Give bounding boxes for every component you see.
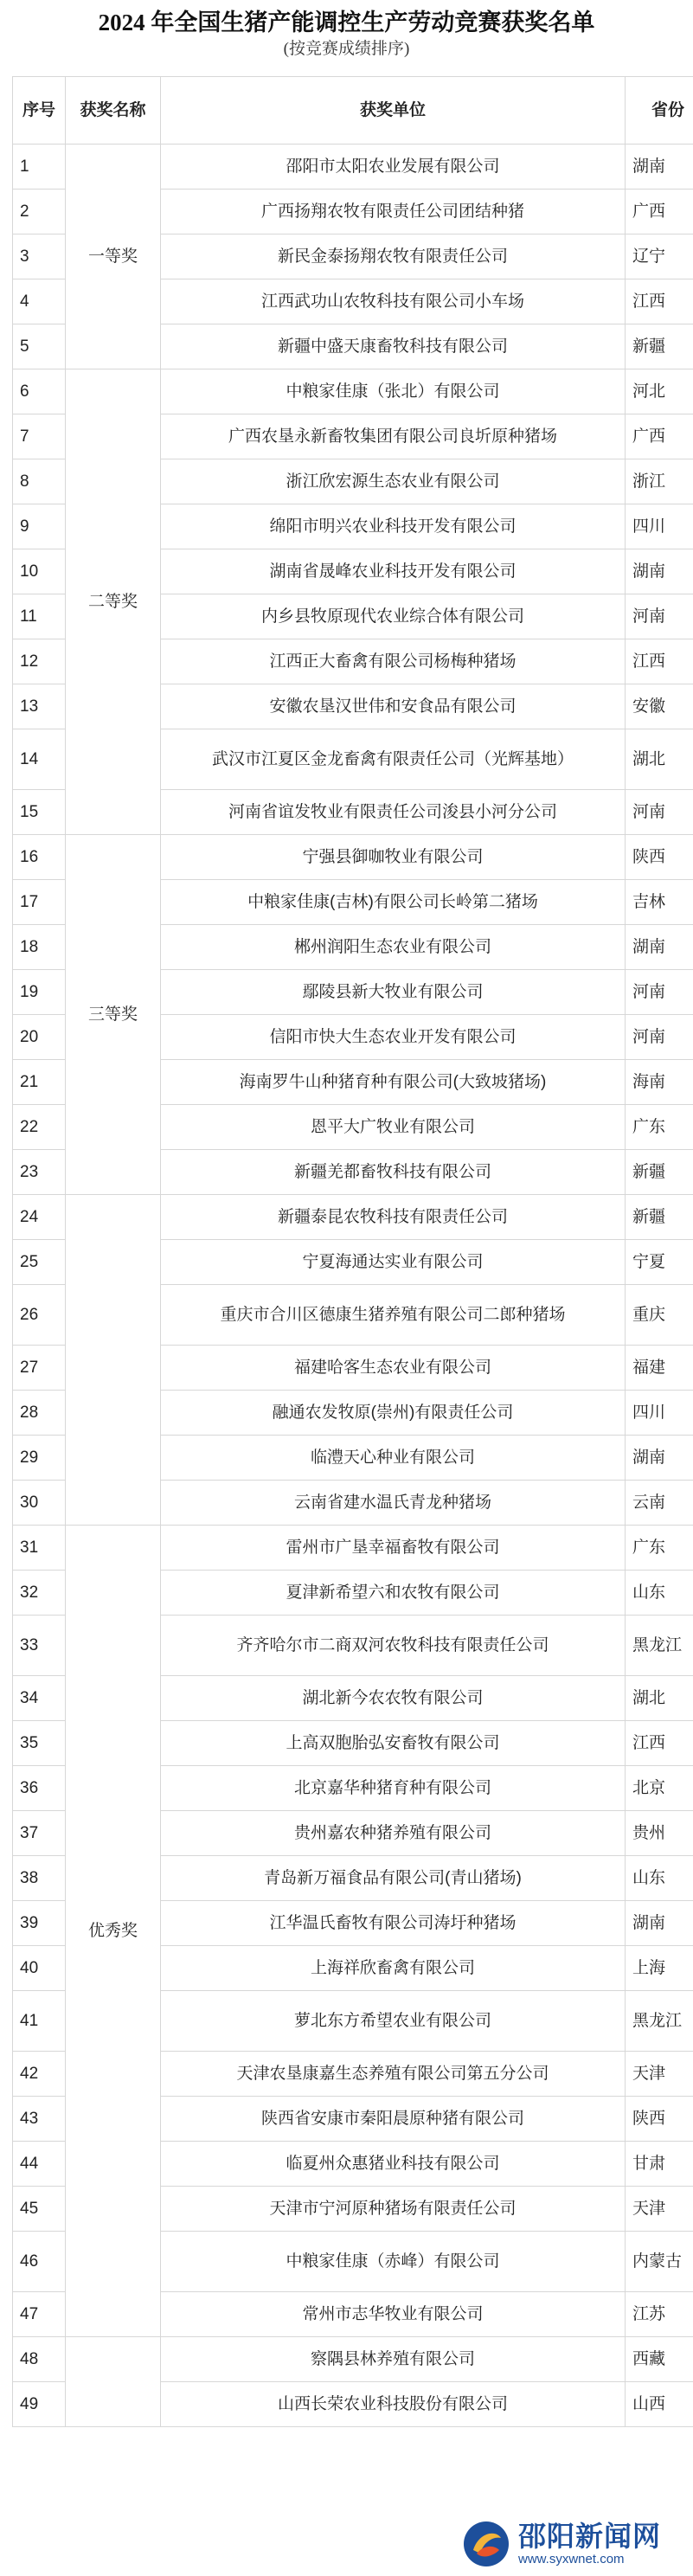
header-unit: 获奖单位 bbox=[161, 77, 626, 145]
row-number: 13 bbox=[13, 684, 66, 729]
award-unit-cell: 江西武功山农牧科技有限公司小车场 bbox=[161, 279, 626, 324]
award-unit-cell: 青岛新万福食品有限公司(青山猪场) bbox=[161, 1856, 626, 1901]
row-number: 19 bbox=[13, 970, 66, 1015]
award-unit-cell: 绵阳市明兴农业科技开发有限公司 bbox=[161, 504, 626, 549]
award-unit-cell: 内乡县牧原现代农业综合体有限公司 bbox=[161, 594, 626, 639]
province-cell: 广东 bbox=[626, 1526, 693, 1571]
award-unit-cell: 天津市宁河原种猪场有限责任公司 bbox=[161, 2187, 626, 2232]
award-unit-cell: 上高双胞胎弘安畜牧有限公司 bbox=[161, 1721, 626, 1766]
province-cell: 吉林 bbox=[626, 880, 693, 925]
award-unit-cell: 临澧天心种业有限公司 bbox=[161, 1436, 626, 1481]
row-number: 29 bbox=[13, 1436, 66, 1481]
province-cell: 湖南 bbox=[626, 145, 693, 190]
award-unit-cell: 重庆市合川区德康生猪养殖有限公司二郎种猪场 bbox=[161, 1285, 626, 1346]
award-unit-cell: 云南省建水温氏青龙种猪场 bbox=[161, 1481, 626, 1526]
award-unit-cell: 贵州嘉农种猪养殖有限公司 bbox=[161, 1811, 626, 1856]
award-unit-cell: 融通农发牧原(崇州)有限责任公司 bbox=[161, 1391, 626, 1436]
award-unit-cell: 邵阳市太阳农业发展有限公司 bbox=[161, 145, 626, 190]
row-number: 20 bbox=[13, 1015, 66, 1060]
award-unit-cell: 武汉市江夏区金龙畜禽有限责任公司（光辉基地） bbox=[161, 729, 626, 790]
watermark-url: www.syxwnet.com bbox=[518, 2552, 625, 2566]
award-unit-cell: 江西正大畜禽有限公司杨梅种猪场 bbox=[161, 639, 626, 684]
province-cell: 天津 bbox=[626, 2187, 693, 2232]
row-number: 38 bbox=[13, 1856, 66, 1901]
province-cell: 黑龙江 bbox=[626, 1616, 693, 1676]
row-number: 33 bbox=[13, 1616, 66, 1676]
page-title: 2024 年全国生猪产能调控生产劳动竞赛获奖名单 bbox=[98, 10, 595, 35]
row-number: 7 bbox=[13, 414, 66, 459]
row-number: 23 bbox=[13, 1150, 66, 1195]
header-province: 省份 bbox=[626, 77, 693, 145]
row-number: 43 bbox=[13, 2097, 66, 2142]
province-cell: 广西 bbox=[626, 190, 693, 234]
province-cell: 山西 bbox=[626, 2382, 693, 2427]
row-number: 26 bbox=[13, 1285, 66, 1346]
award-unit-cell: 夏津新希望六和农牧有限公司 bbox=[161, 1571, 626, 1616]
award-unit-cell: 郴州润阳生态农业有限公司 bbox=[161, 925, 626, 970]
province-cell: 西藏 bbox=[626, 2337, 693, 2382]
award-unit-cell: 新疆羌都畜牧科技有限公司 bbox=[161, 1150, 626, 1195]
province-cell: 河南 bbox=[626, 790, 693, 835]
row-number: 42 bbox=[13, 2052, 66, 2097]
row-number: 17 bbox=[13, 880, 66, 925]
row-number: 25 bbox=[13, 1240, 66, 1285]
award-unit-cell: 山西长荣农业科技股份有限公司 bbox=[161, 2382, 626, 2427]
province-cell: 广东 bbox=[626, 1105, 693, 1150]
row-number: 36 bbox=[13, 1766, 66, 1811]
province-cell: 江西 bbox=[626, 1721, 693, 1766]
award-unit-cell: 信阳市快大生态农业开发有限公司 bbox=[161, 1015, 626, 1060]
province-cell: 江苏 bbox=[626, 2292, 693, 2337]
award-unit-cell: 中粮家佳康（张北）有限公司 bbox=[161, 369, 626, 414]
award-unit-cell: 湖南省晟峰农业科技开发有限公司 bbox=[161, 549, 626, 594]
award-unit-cell: 鄢陵县新大牧业有限公司 bbox=[161, 970, 626, 1015]
province-cell: 浙江 bbox=[626, 459, 693, 504]
province-cell: 四川 bbox=[626, 1391, 693, 1436]
award-name-cell bbox=[66, 2337, 161, 2427]
row-number: 18 bbox=[13, 925, 66, 970]
header-award: 获奖名称 bbox=[66, 77, 161, 145]
row-number: 8 bbox=[13, 459, 66, 504]
row-number: 9 bbox=[13, 504, 66, 549]
award-name-cell: 二等奖 bbox=[66, 369, 161, 835]
row-number: 5 bbox=[13, 324, 66, 369]
province-cell: 福建 bbox=[626, 1346, 693, 1391]
province-cell: 甘肃 bbox=[626, 2142, 693, 2187]
row-number: 28 bbox=[13, 1391, 66, 1436]
province-cell: 新疆 bbox=[626, 1195, 693, 1240]
row-number: 46 bbox=[13, 2232, 66, 2292]
province-cell: 陕西 bbox=[626, 835, 693, 880]
row-number: 45 bbox=[13, 2187, 66, 2232]
province-cell: 贵州 bbox=[626, 1811, 693, 1856]
award-unit-cell: 天津农垦康嘉生态养殖有限公司第五分公司 bbox=[161, 2052, 626, 2097]
row-number: 32 bbox=[13, 1571, 66, 1616]
province-cell: 安徽 bbox=[626, 684, 693, 729]
province-cell: 河南 bbox=[626, 970, 693, 1015]
row-number: 34 bbox=[13, 1676, 66, 1721]
row-number: 27 bbox=[13, 1346, 66, 1391]
province-cell: 山东 bbox=[626, 1856, 693, 1901]
row-number: 41 bbox=[13, 1991, 66, 2052]
award-unit-cell: 常州市志华牧业有限公司 bbox=[161, 2292, 626, 2337]
row-number: 40 bbox=[13, 1946, 66, 1991]
row-number: 49 bbox=[13, 2382, 66, 2427]
row-number: 15 bbox=[13, 790, 66, 835]
award-unit-cell: 新民金泰扬翔农牧有限责任公司 bbox=[161, 234, 626, 279]
table-row bbox=[13, 835, 693, 880]
row-number: 11 bbox=[13, 594, 66, 639]
award-unit-cell: 中粮家佳康(吉林)有限公司长岭第二猪场 bbox=[161, 880, 626, 925]
province-cell: 天津 bbox=[626, 2052, 693, 2097]
row-number: 47 bbox=[13, 2292, 66, 2337]
watermark bbox=[461, 2517, 677, 2571]
award-unit-cell: 安徽农垦汉世伟和安食品有限公司 bbox=[161, 684, 626, 729]
watermark-site-name: 邵阳新闻网 bbox=[518, 2521, 662, 2552]
award-unit-cell: 萝北东方希望农业有限公司 bbox=[161, 1991, 626, 2052]
row-number: 35 bbox=[13, 1721, 66, 1766]
award-unit-cell: 福建哈客生态农业有限公司 bbox=[161, 1346, 626, 1391]
row-number: 1 bbox=[13, 145, 66, 190]
award-unit-cell: 宁强县御咖牧业有限公司 bbox=[161, 835, 626, 880]
province-cell: 广西 bbox=[626, 414, 693, 459]
page-subtitle: (按竞赛成绩排序) bbox=[283, 40, 410, 58]
row-number: 6 bbox=[13, 369, 66, 414]
table-body bbox=[13, 145, 693, 2427]
award-unit-cell: 雷州市广垦幸福畜牧有限公司 bbox=[161, 1526, 626, 1571]
province-cell: 云南 bbox=[626, 1481, 693, 1526]
award-unit-cell: 广西扬翔农牧有限责任公司团结种猪 bbox=[161, 190, 626, 234]
award-name-cell: 一等奖 bbox=[66, 145, 161, 369]
award-unit-cell: 北京嘉华种猪育种有限公司 bbox=[161, 1766, 626, 1811]
award-unit-cell: 广西农垦永新畜牧集团有限公司良圻原种猪场 bbox=[161, 414, 626, 459]
table-row bbox=[13, 1195, 693, 1240]
row-number: 16 bbox=[13, 835, 66, 880]
province-cell: 新疆 bbox=[626, 324, 693, 369]
table-row bbox=[13, 369, 693, 414]
award-unit-cell: 江华温氏畜牧有限公司涛圩种猪场 bbox=[161, 1901, 626, 1946]
province-cell: 山东 bbox=[626, 1571, 693, 1616]
award-unit-cell: 中粮家佳康（赤峰）有限公司 bbox=[161, 2232, 626, 2292]
row-number: 21 bbox=[13, 1060, 66, 1105]
province-cell: 湖北 bbox=[626, 1676, 693, 1721]
award-unit-cell: 浙江欣宏源生态农业有限公司 bbox=[161, 459, 626, 504]
header-number: 序号 bbox=[13, 77, 66, 145]
row-number: 30 bbox=[13, 1481, 66, 1526]
row-number: 44 bbox=[13, 2142, 66, 2187]
table-row bbox=[13, 1526, 693, 1571]
row-number: 39 bbox=[13, 1901, 66, 1946]
table-row bbox=[13, 2337, 693, 2382]
row-number: 22 bbox=[13, 1105, 66, 1150]
table-row bbox=[13, 145, 693, 190]
award-unit-cell: 临夏州众惠猪业科技有限公司 bbox=[161, 2142, 626, 2187]
row-number: 48 bbox=[13, 2337, 66, 2382]
site-logo-icon bbox=[461, 2519, 511, 2569]
province-cell: 湖南 bbox=[626, 925, 693, 970]
award-unit-cell: 恩平大广牧业有限公司 bbox=[161, 1105, 626, 1150]
province-cell: 湖南 bbox=[626, 1901, 693, 1946]
province-cell: 新疆 bbox=[626, 1150, 693, 1195]
province-cell: 河南 bbox=[626, 594, 693, 639]
row-number: 12 bbox=[13, 639, 66, 684]
province-cell: 宁夏 bbox=[626, 1240, 693, 1285]
province-cell: 重庆 bbox=[626, 1285, 693, 1346]
award-unit-cell: 陕西省安康市秦阳晨原种猪有限公司 bbox=[161, 2097, 626, 2142]
province-cell: 内蒙古 bbox=[626, 2232, 693, 2292]
province-cell: 江西 bbox=[626, 279, 693, 324]
province-cell: 河北 bbox=[626, 369, 693, 414]
province-cell: 湖南 bbox=[626, 1436, 693, 1481]
province-cell: 陕西 bbox=[626, 2097, 693, 2142]
award-unit-cell: 海南罗牛山种猪育种有限公司(大致坡猪场) bbox=[161, 1060, 626, 1105]
row-number: 14 bbox=[13, 729, 66, 790]
province-cell: 北京 bbox=[626, 1766, 693, 1811]
province-cell: 海南 bbox=[626, 1060, 693, 1105]
province-cell: 湖北 bbox=[626, 729, 693, 790]
row-number: 37 bbox=[13, 1811, 66, 1856]
award-unit-cell: 新疆中盛天康畜牧科技有限公司 bbox=[161, 324, 626, 369]
award-unit-cell: 宁夏海通达实业有限公司 bbox=[161, 1240, 626, 1285]
row-number: 24 bbox=[13, 1195, 66, 1240]
row-number: 2 bbox=[13, 190, 66, 234]
row-number: 31 bbox=[13, 1526, 66, 1571]
award-name-cell bbox=[66, 1195, 161, 1526]
row-number: 4 bbox=[13, 279, 66, 324]
award-unit-cell: 齐齐哈尔市二商双河农牧科技有限责任公司 bbox=[161, 1616, 626, 1676]
province-cell: 江西 bbox=[626, 639, 693, 684]
award-name-cell: 优秀奖 bbox=[66, 1526, 161, 2337]
province-cell: 黑龙江 bbox=[626, 1991, 693, 2052]
province-cell: 上海 bbox=[626, 1946, 693, 1991]
table-header-row bbox=[13, 77, 693, 145]
province-cell: 湖南 bbox=[626, 549, 693, 594]
province-cell: 四川 bbox=[626, 504, 693, 549]
award-table bbox=[12, 76, 693, 2427]
award-unit-cell: 察隅县林养殖有限公司 bbox=[161, 2337, 626, 2382]
award-unit-cell: 河南省谊发牧业有限责任公司浚县小河分公司 bbox=[161, 790, 626, 835]
award-unit-cell: 湖北新今农农牧有限公司 bbox=[161, 1676, 626, 1721]
award-name-cell: 三等奖 bbox=[66, 835, 161, 1195]
row-number: 3 bbox=[13, 234, 66, 279]
province-cell: 辽宁 bbox=[626, 234, 693, 279]
province-cell: 河南 bbox=[626, 1015, 693, 1060]
award-unit-cell: 上海祥欣畜禽有限公司 bbox=[161, 1946, 626, 1991]
row-number: 10 bbox=[13, 549, 66, 594]
award-unit-cell: 新疆泰昆农牧科技有限责任公司 bbox=[161, 1195, 626, 1240]
